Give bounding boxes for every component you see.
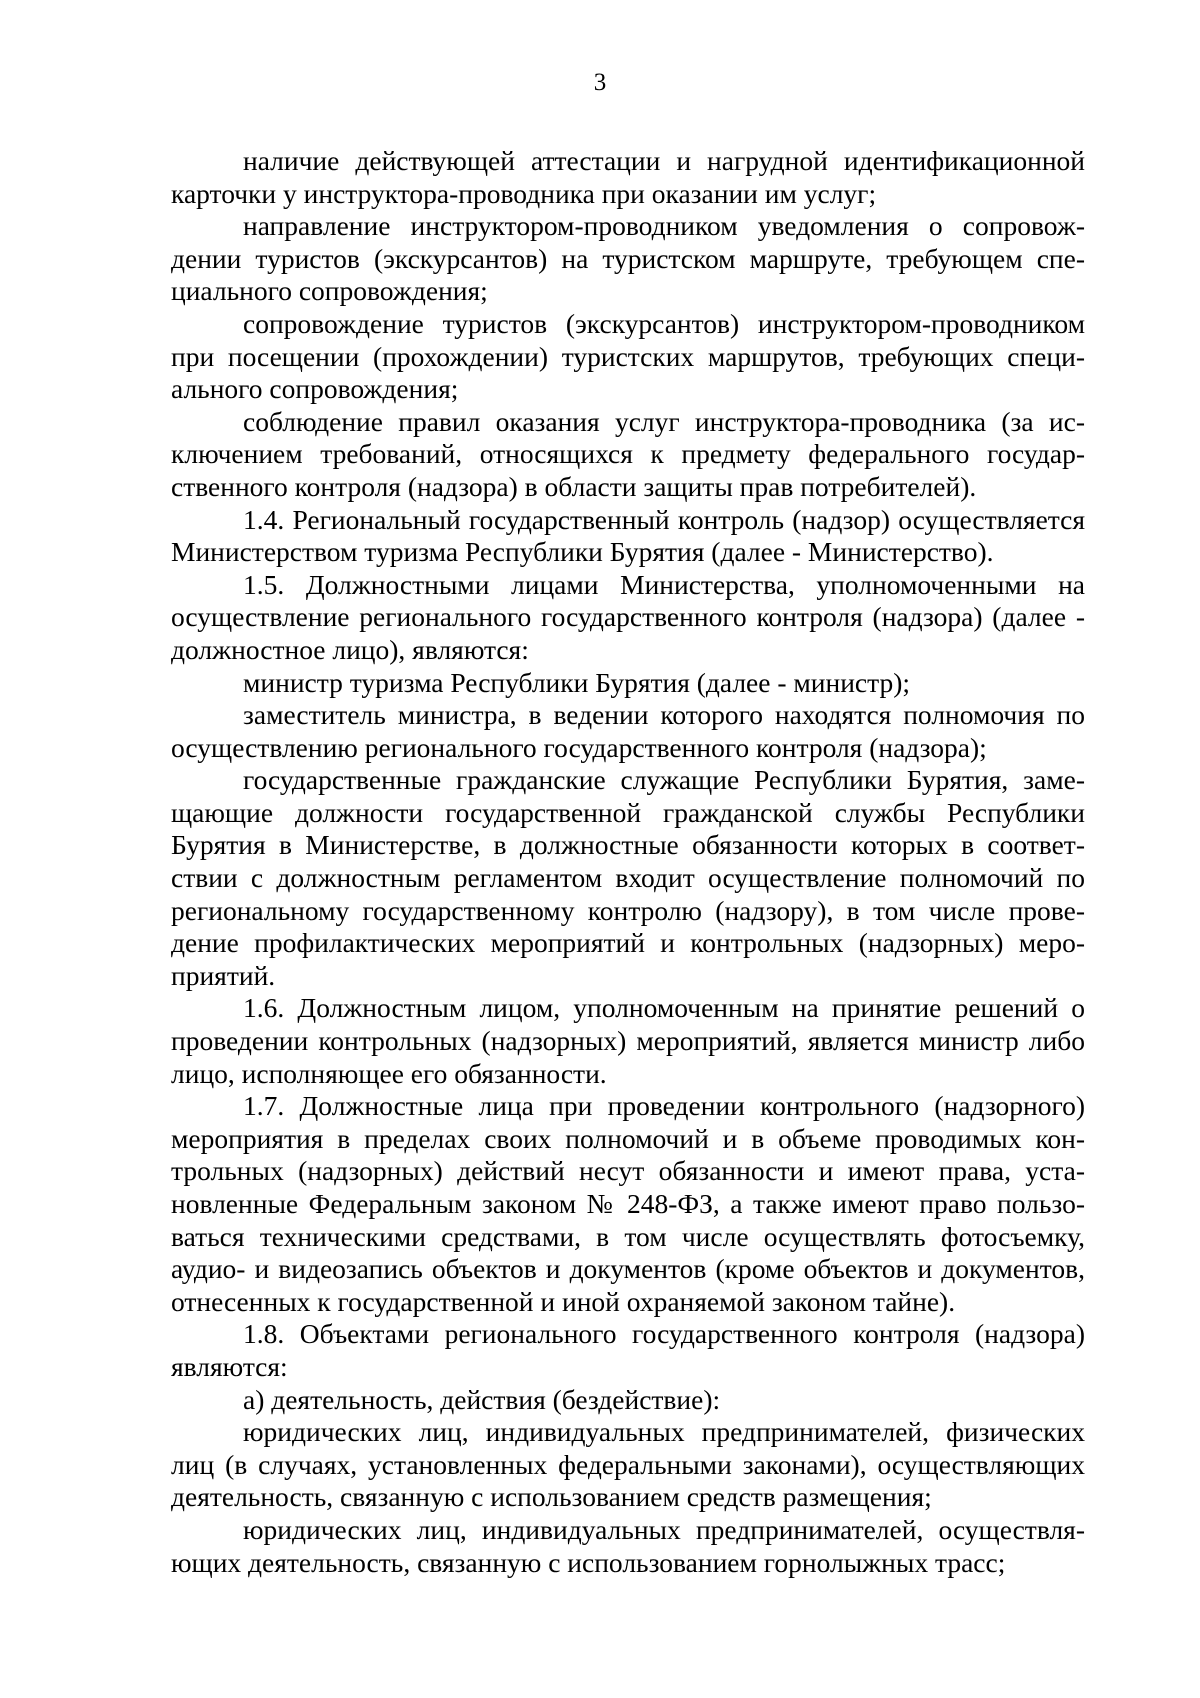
paragraph-8: заместитель министра, в ведении которого находятся полномочия по осуществлению регионального государственного контроля (надзора); (171, 699, 1085, 763)
paragraph-11: 1.7. Должностные лица при проведении контрольного (надзорного) мероприятия в пределах своих полномочий и в объеме проводимых контрольных (надзорных) действий несут обязанности и имеют права, установленные Федеральным законом № 248-ФЗ, а также имеют право пользоваться техническими средствами, в том числе осуществлять фотосъемку, аудио- и видеозапись объектов и документов (кроме объектов и документов, отнесенных к государственной и иной охраняемой законом тайне). (171, 1090, 1085, 1317)
paragraph-15: юридических лиц, индивидуальных предпринимателей, осуществляющих деятельность, связанную с использованием горнолыжных трасс; (171, 1513, 1085, 1578)
paragraph-14: юридических лиц, индивидуальных предпринимателей, физических лиц (в случаях, установленных федеральными законами), осуществляющих деятельность, связанную с использованием средств размещения; (171, 1416, 1085, 1513)
paragraph-5: 1.4. Региональный государственный контроль (надзор) осуществляется Министерством туризма Республики Бурятия (далее - Министерство). (171, 503, 1085, 568)
paragraph-1: наличие действующей аттестации и нагрудной идентификационной карточки у инструктора-проводника при оказании им услуг; (171, 145, 1085, 209)
paragraph-4: соблюдение правил оказания услуг инструктора-проводника (за исключением требований, относящихся к предмету федерального государственного контроля (надзора) в области защиты прав потребителей). (171, 405, 1085, 502)
paragraph-2: направление инструктором-проводником уведомления о сопровождении туристов (экскурсантов) на туристском маршруте, требующем специального сопровождения; (171, 210, 1085, 307)
paragraph-13: а) деятельность, действия (бездействие): (243, 1383, 721, 1415)
paragraph-3: сопровождение туристов (экскурсантов) инструктором-проводником при посещении (прохождении) туристских маршрутов, требующих специального сопровождения; (171, 307, 1085, 405)
paragraph-10: 1.6. Должностным лицом, уполномоченным на принятие решений о проведении контрольных (надзорных) мероприятий, является министр либо лицо, исполняющее его обязанности. (171, 992, 1085, 1089)
document-body (171, 145, 1085, 1579)
paragraph-9: государственные гражданские служащие Республики Бурятия, замещающие должности государственной гражданской службы Республики Бурятия в Министерстве, в должностные обязанности которых в соответствии с должностным регламентом входит осуществление полномочий по региональному государственному контролю (надзору), в том числе проведение профилактических мероприятий и контрольных (надзорных) мероприятий. (171, 764, 1085, 991)
paragraph-7: министр туризма Республики Бурятия (далее - министр); (243, 666, 911, 698)
page-number: 3 (593, 69, 607, 96)
paragraph-6: 1.5. Должностными лицами Министерства, уполномоченными на осуществление регионального государственного контроля (надзора) (далее - должностное лицо), являются: (171, 568, 1085, 665)
paragraph-12: 1.8. Объектами регионального государственного контроля (надзора) являются: (171, 1318, 1085, 1382)
